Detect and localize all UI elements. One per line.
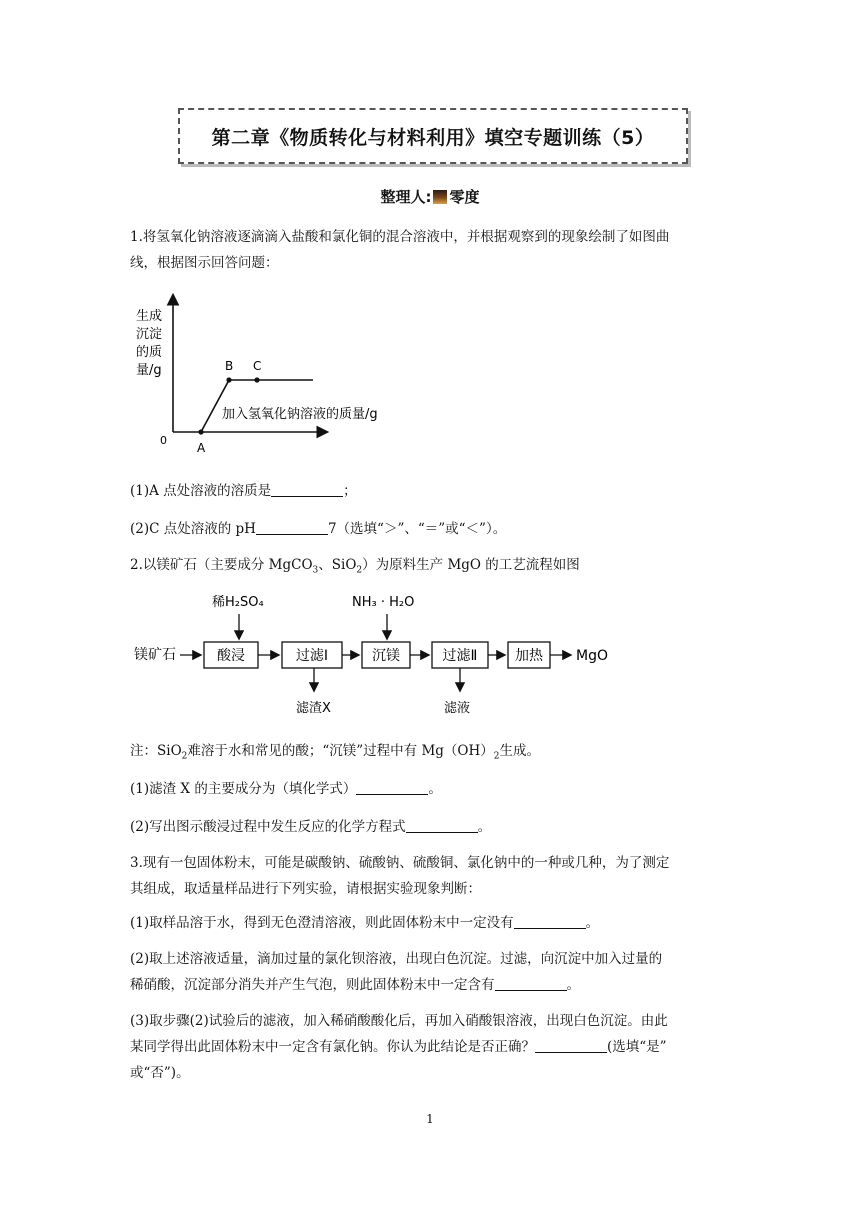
q2-sub1 <box>130 776 740 802</box>
flow-input: 镁矿石 <box>134 647 176 663</box>
y-label-1: 生成 <box>136 309 163 324</box>
q3-intro <box>130 850 740 902</box>
y-label-2: 沉淀 <box>136 327 163 342</box>
flow-step-5-label: 加热 <box>515 648 543 664</box>
q2-intro-sub1: 3 <box>312 565 319 576</box>
flow-reagent2: NH₃ · H₂O <box>352 595 415 610</box>
y-label-4: 量/g <box>136 363 162 378</box>
flow-step-4-label: 过滤Ⅱ <box>442 648 478 664</box>
flow-output: MgO <box>576 648 608 664</box>
q2-note-b: 难溶于水和常见的酸；“沉镁”过程中有 Mg（OH） <box>187 743 494 759</box>
q2-note <box>130 738 740 770</box>
q1-sub1-blank[interactable] <box>271 482 343 497</box>
point-B <box>226 377 231 382</box>
author-line <box>0 186 860 207</box>
page-number: 1 <box>426 1112 434 1126</box>
q2-sub2-end: 。 <box>477 819 492 835</box>
q1-sub2-end: 7（选填“＞”、“＝”或“＜”）。 <box>327 521 507 537</box>
q2-sub1-text: (1)滤渣 X 的主要成分为（填化学式） <box>130 781 357 797</box>
q2-note-sub2: 2 <box>493 751 500 762</box>
q3-sub1-text: (1)取样品溶于水，得到无色澄清溶液，则此固体粉末中一定没有 <box>130 915 514 931</box>
q1-sub1-end: ； <box>343 483 357 499</box>
q2-intro-a: 2.以镁矿石（主要成分 MgCO <box>130 557 313 573</box>
q2-sub2-text: (2)写出图示酸浸过程中发生反应的化学方程式 <box>130 819 406 835</box>
q2-sub2-blank[interactable] <box>406 818 478 833</box>
q2-sub1-blank[interactable] <box>356 780 428 795</box>
point-label-A: A <box>197 441 206 455</box>
q1-intro-line1: 1.将氢氧化钠溶液逐滴滴入盐酸和氯化铜的混合溶液中，并根据观察到的现象绘制了如图曲 <box>130 229 670 245</box>
q3-sub2-blank[interactable] <box>495 976 567 991</box>
q3-sub3 <box>130 1008 740 1086</box>
q1-intro <box>130 224 740 276</box>
q2-intro <box>130 552 740 584</box>
q2-intro-c: ）为原料生产 MgO 的工艺流程如图 <box>362 557 580 573</box>
q3-sub2 <box>130 946 740 998</box>
q3-sub3-line2 <box>130 1034 740 1060</box>
x-label: 加入氢氧化钠溶液的质量/g <box>222 407 378 422</box>
page-title: 第二章《物质转化与材料利用》填空专题训练（5） <box>178 108 688 164</box>
q3-sub3-text: 某同学得出此固体粉末中一定含有氯化钠。你认为此结论是否正确？ <box>130 1039 535 1055</box>
q2-note-a: 注：SiO <box>130 743 182 759</box>
q2-intro-sub2: 2 <box>356 565 363 576</box>
precipitate-chart <box>130 290 430 460</box>
q1-sub2 <box>130 516 740 542</box>
point-C <box>254 377 259 382</box>
q3-sub2-line1: (2)取上述溶液适量，滴加过量的氯化钡溶液，出现白色沉淀。过滤，向沉淀中加入过量的 <box>130 951 663 967</box>
point-label-C: C <box>253 359 262 373</box>
q3-sub1-blank[interactable] <box>514 914 586 929</box>
q3-sub2-text: 稀硝酸，沉淀部分消失并产生气泡，则此固体粉末中一定含有 <box>130 977 495 993</box>
flow-out1: 滤渣X <box>296 701 331 716</box>
flow-step-3-label: 沉镁 <box>372 648 400 664</box>
origin-label: 0 <box>160 434 167 447</box>
q3-intro-line2: 其组成，取适量样品进行下列实验，请根据实验现象判断： <box>130 881 481 897</box>
q2-intro-b: 、SiO <box>318 557 357 573</box>
q3-sub2-line2 <box>130 972 740 998</box>
point-label-B: B <box>225 359 234 373</box>
q3-sub3-end: (选填“是” <box>607 1039 667 1055</box>
process-flow-diagram <box>130 590 630 720</box>
q3-sub3-line3: 或“否”)。 <box>130 1065 190 1081</box>
q1-sub2-blank[interactable] <box>256 520 328 535</box>
flow-out2: 滤液 <box>444 701 471 716</box>
q2-sub2 <box>130 814 740 840</box>
q2-sub1-end: 。 <box>428 781 442 797</box>
q2-note-sub: 2 <box>181 751 188 762</box>
flow-step-1-label: 酸浸 <box>217 648 245 664</box>
q3-sub3-blank[interactable] <box>535 1038 607 1053</box>
point-A <box>198 429 203 434</box>
author-label: 整理人: <box>380 188 432 206</box>
author-logo-icon <box>433 190 447 204</box>
q3-sub1 <box>130 910 740 936</box>
q3-intro-line1: 3.现有一包固体粉末，可能是碳酸钠、硫酸钠、硫酸铜、氯化钠中的一种或几种，为了测定 <box>130 855 670 871</box>
precipitate-curve <box>201 380 313 432</box>
flow-step-2-label: 过滤Ⅰ <box>295 648 329 664</box>
q1-intro-line2: 线，根据图示回答问题： <box>130 255 279 271</box>
y-label-3: 的质 <box>136 345 163 360</box>
q3-sub3-line1: (3)取步骤(2)试验后的滤液，加入稀硝酸酸化后，再加入硝酸银溶液，出现白色沉淀。由此 <box>130 1013 668 1029</box>
author-name: 零度 <box>449 188 480 206</box>
q3-sub2-end: 。 <box>566 977 580 993</box>
q1-sub1-text: (1)A 点处溶液的溶质是 <box>130 483 272 499</box>
q2-note-c: 生成。 <box>499 743 541 759</box>
flow-reagent1: 稀H₂SO₄ <box>212 595 264 610</box>
q3-sub1-end: 。 <box>585 915 600 931</box>
q1-sub2-text: (2)C 点处溶液的 pH <box>130 521 256 537</box>
q1-sub1 <box>130 478 740 504</box>
